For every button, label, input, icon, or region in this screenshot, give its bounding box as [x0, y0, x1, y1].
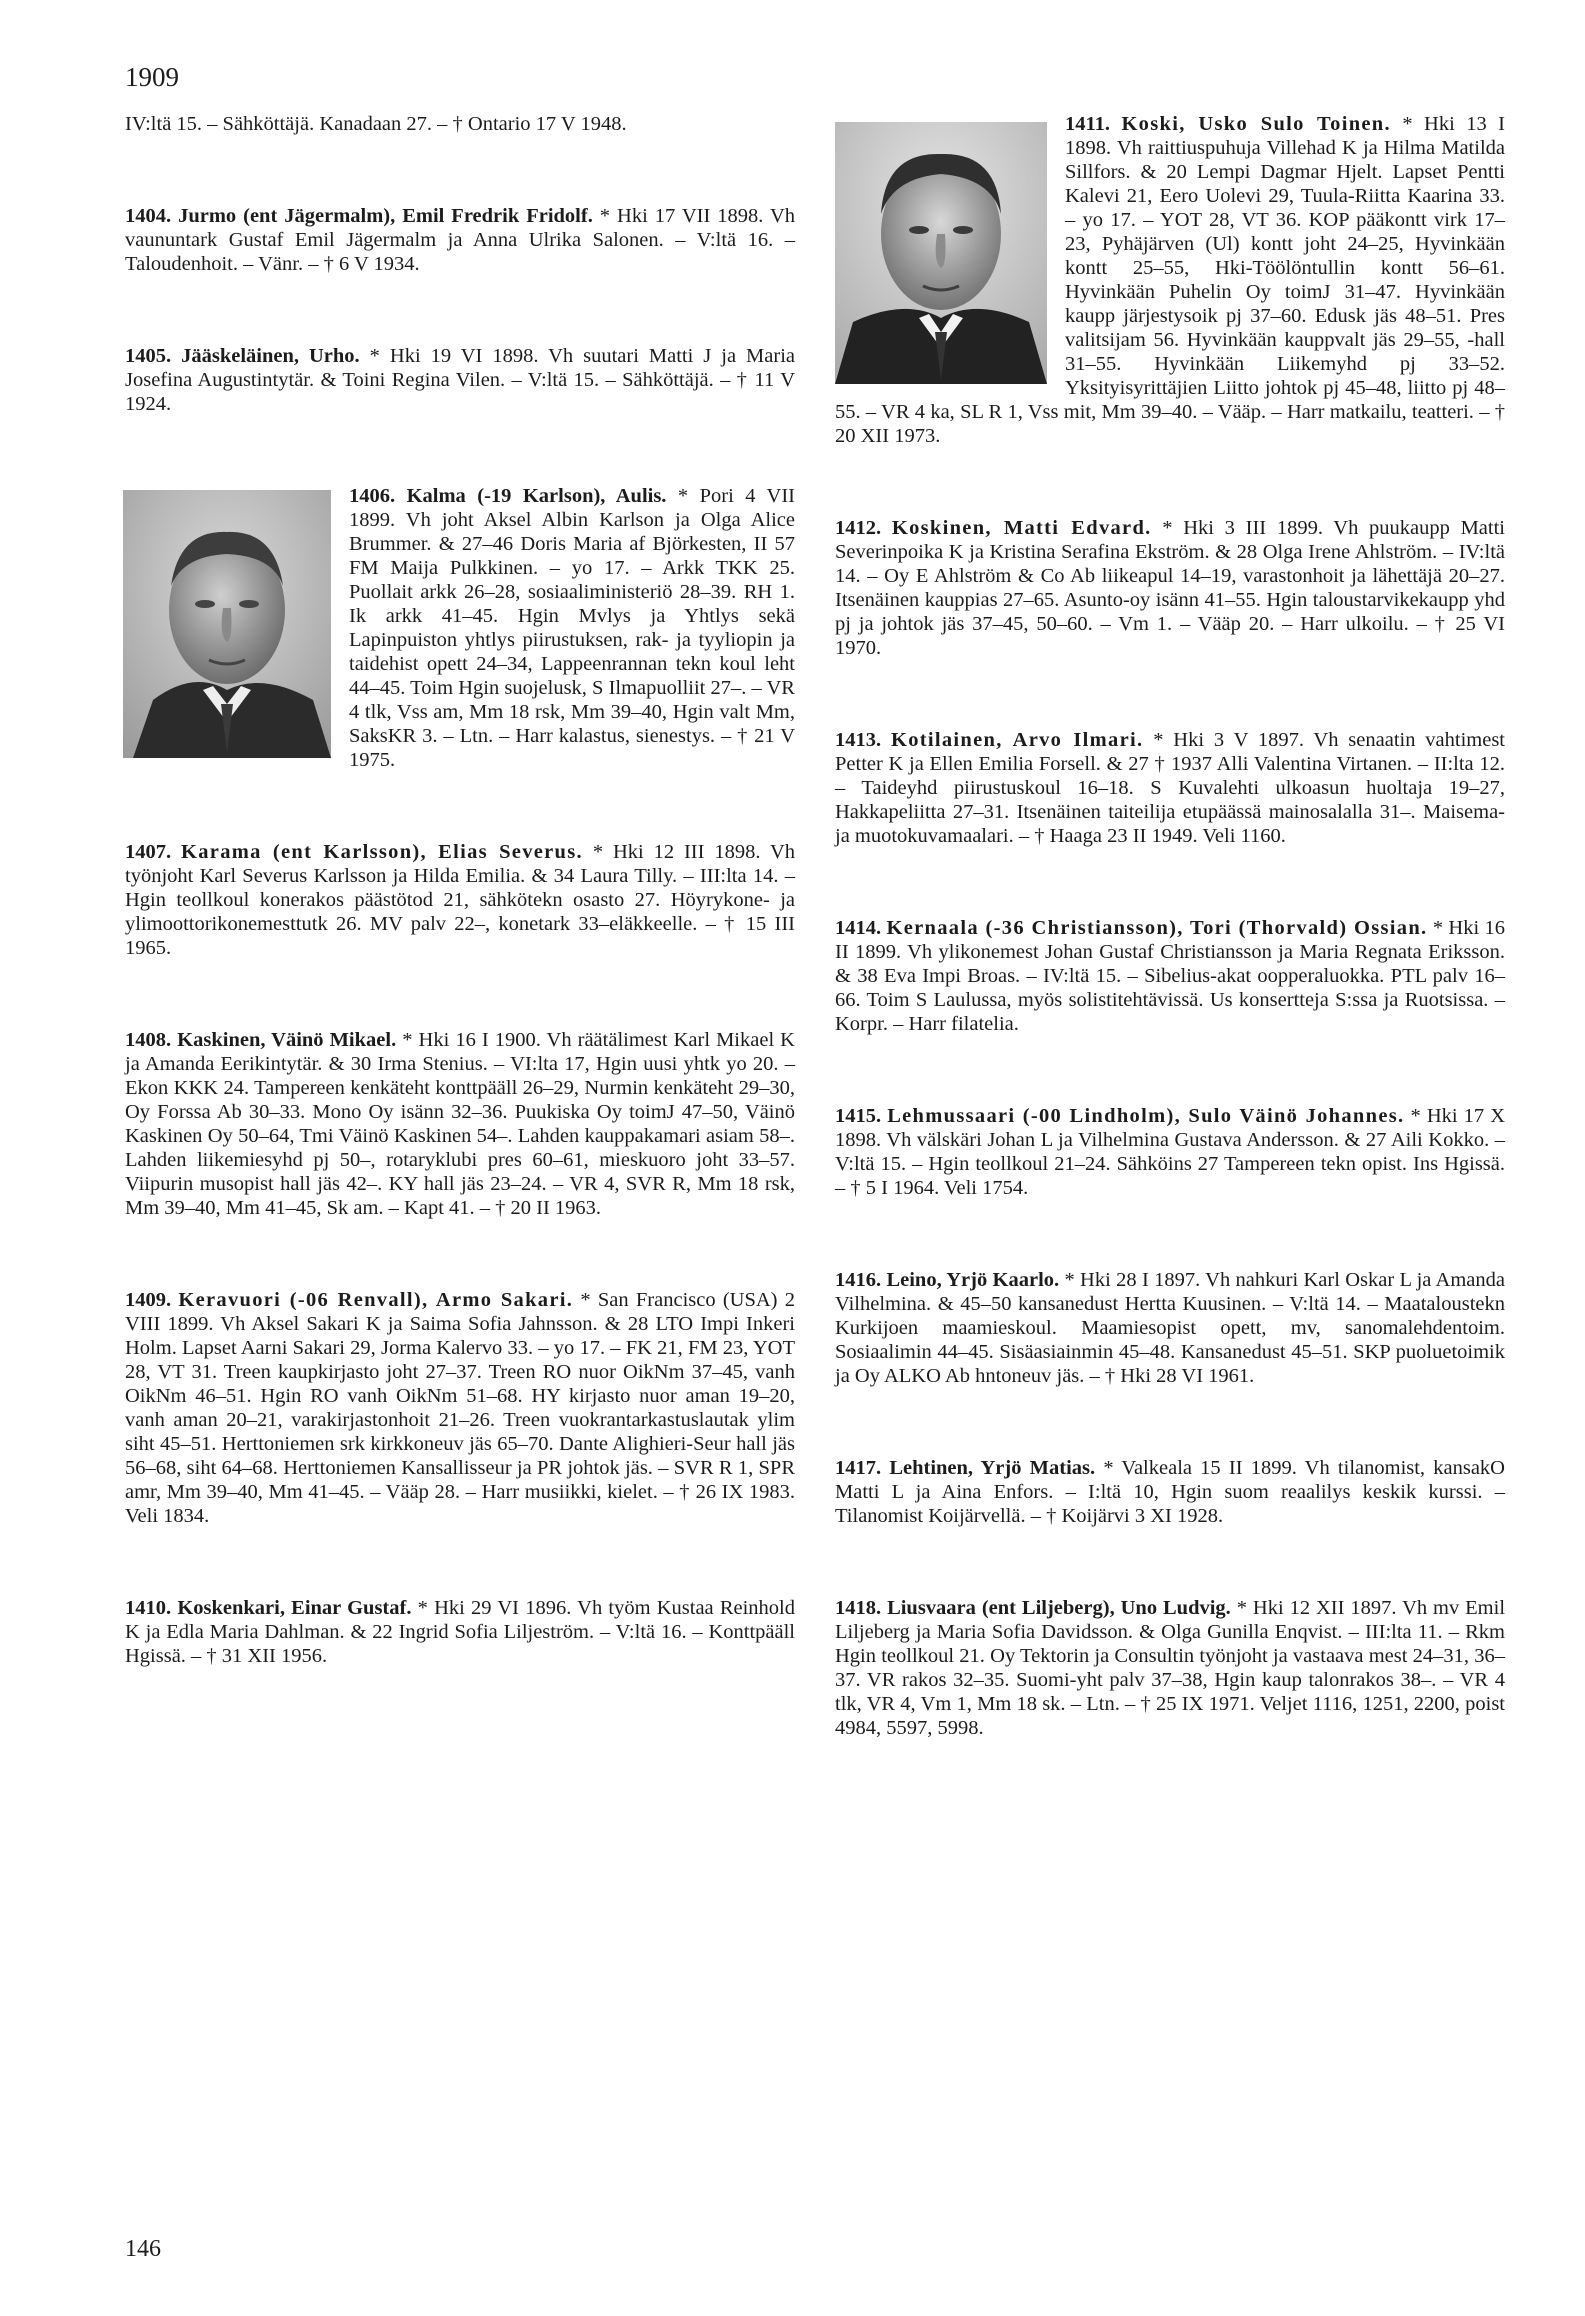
entry-name: Kaskinen, Väinö Mikael.	[177, 1029, 397, 1051]
portrait-image	[835, 122, 1047, 384]
entry-text: * Hki 19 VI 1898. Vh suutari Matti J ja Maria Josefina Augustintytär. & Toini Regina Vilen. – V:ltä 15. – Sähköttäjä. – † 11 V 1924.	[125, 345, 795, 415]
entry-1412	[835, 516, 1505, 660]
entry-1418	[835, 1596, 1505, 1740]
entry-1405	[125, 344, 795, 416]
entry-number: 1407.	[125, 841, 172, 863]
entry-text: * Hki 28 I 1897. Vh nahkuri Karl Oskar L ja Amanda Vilhelmina. & 45–50 kansanedust Hertta Kuusinen. – V:ltä 14. – Maataloustekn Kurkijoen maamieskoul. Maamiesopist opett, mv, sanomalehdentoim. Sosiaalimin 44–45. Sisäasiainmin 45–48. Kansanedust 45–51. SKP puoluetoimik ja Oy ALKO Ab hntoneuv jäs. – † Hki 28 VI 1961.	[835, 1269, 1506, 1387]
entry-name: Keravuori (-06 Renvall), Armo Sakari.	[178, 1289, 574, 1311]
entry-number: 1417.	[835, 1457, 882, 1479]
entry-name: Kotilainen, Arvo Ilmari.	[890, 729, 1144, 751]
entry-text: IV:ltä 15. – Sähköttäjä. Kanadaan 27. – † Ontario 17 V 1948.	[125, 113, 627, 135]
entry-name: Lehtinen, Yrjö Matias.	[889, 1457, 1096, 1479]
left-column	[125, 112, 795, 1736]
entry-1410	[125, 1596, 795, 1668]
entry-text: * Hki 29 VI 1896. Vh työm Kustaa Reinhold K ja Edla Maria Dahlman. & 22 Ingrid Sofia Liljeström. – V:ltä 16. – Konttpääll Hgissä. – † 31 XII 1956.	[125, 1597, 796, 1667]
entry-text: * Hki 16 I 1900. Vh räätälimest Karl Mikael K ja Amanda Eerikintytär. & 30 Irma Stenius. – VI:lta 17, Hgin uusi yhtk yo 20. – Ekon KKK 24. Tampereen kenkäteht konttpääll 26–29, Nurmin kenkäteht 29–30, Oy Forssa Ab 30–33. Mono Oy isänn 32–36. Puukiska Oy toimJ 47–50, Väinö Kaskinen Oy 50–64, Tmi Väinö Kaskinen 54–. Lahden kauppakamari asiam 58–. Lahden liikemiesyhd pj 50–, rotaryklubi pres 60–61, mieskuoro joht 33–57. Viipurin musopist hall jäs 42–. KY hall jäs 23–24. – VR 4, SVR R, Mm 18 rsk, Mm 39–40, Mm 41–45, Sk am. – Kapt 41. – † 20 II 1963.	[125, 1029, 795, 1219]
entry-continued	[125, 112, 795, 136]
entry-number: 1405.	[125, 345, 172, 367]
entry-number: 1414.	[835, 917, 882, 939]
portrait-photo-kalma	[123, 490, 331, 758]
entry-name: Kernaala (-36 Christiansson), Tori (Thorvald) Ossian.	[886, 917, 1428, 939]
page-year: 1909	[125, 62, 179, 92]
entry-number: 1410.	[125, 1597, 172, 1619]
entry-1416	[835, 1268, 1505, 1388]
entry-text: * Valkeala 15 II 1899. Vh tilanomist, kansakO Matti L ja Aina Enfors. – I:ltä 10, Hgin suom reaalilys keskik kurssi. – Tilanomist Koijärvellä. – † Koijärvi 3 XI 1928.	[835, 1457, 1505, 1527]
entry-name: Kalma (-19 Karlson), Aulis.	[406, 485, 667, 507]
entry-number: 1418.	[835, 1597, 882, 1619]
entry-text: * San Francisco (USA) 2 VIII 1899. Vh Aksel Sakari K ja Saima Sofia Jahnsson. & 28 LTO Impi Inkeri Holm. Lapset Aarni Sakari 29, Jorma Kalervo 33. – yo 17. – FK 21, FM 23, YOT 28, VT 31. Treen kaupkirjasto joht 27–37. Treen RO nuor OikNm 37–45, vanh OikNm 46–51. Hgin RO vanh OikNm 51–68. HY kirjasto nuor aman 19–20, vanh aman 20–21, varakirjastonhoit 21–26. Treen vuokrantarkastuslautak ylim siht 45–51. Herttoniemen srk kirkkoneuv jäs 65–70. Dante Alighieri-Seur hall jäs 56–68, siht 64–68. Herttoniemen Kansallisseur ja PR johtok jäs. – SVR R 1, SPR amr, Mm 39–40, Mm 41–45. – Vääp 28. – Harr musiikki, kielet. – † 26 IX 1983. Veli 1834.	[125, 1289, 796, 1527]
entry-text: * Hki 17 VII 1898. Vh vaununtark Gustaf Emil Jägermalm ja Anna Ulrika Salonen. – V:ltä 16. – Taloudenhoit. – Vänr. – † 6 V 1934.	[125, 205, 796, 275]
entry-1417	[835, 1456, 1505, 1528]
entry-number: 1413.	[835, 729, 882, 751]
entry-number: 1404.	[125, 205, 172, 227]
entry-1414	[835, 916, 1505, 1036]
entry-text: * Hki 12 XII 1897. Vh mv Emil Liljeberg ja Maria Sofia Davidsson. & Olga Gunilla Enqvist. – III:lta 11. – Rkm Hgin teollkoul 21. Oy Tektorin ja Consultin työnjoht ja vastaava mest 24–31, 36–37. VR rakos 32–35. Suomi-yht palv 37–38, Hgin kaup talonrakos 38–. – VR 4 tlk, VR 4, Vm 1, Mm 18 sk. – Ltn. – † 25 IX 1971. Veljet 1116, 1251, 2200, poist 4984, 5597, 5998.	[835, 1597, 1506, 1739]
entry-1415	[835, 1104, 1505, 1200]
entry-text: * Hki 12 III 1898. Vh työnjoht Karl Severus Karlsson ja Hilda Emilia. & 34 Laura Tilly. – III:lta 14. – Hgin teollkoul konerakos päästötod 21, sähkötekn osasto 27. Höyrykone- ja ylimoottorikonemesttutk 26. MV palv 22–, konetark 33–eläkkeelle. – † 15 III 1965.	[125, 841, 796, 959]
entry-number: 1406.	[349, 485, 396, 507]
entry-number: 1411.	[1065, 113, 1110, 135]
entry-number: 1408.	[125, 1029, 172, 1051]
entry-name: Koskenkari, Einar Gustaf.	[177, 1597, 412, 1619]
entry-number: 1416.	[835, 1269, 882, 1291]
entry-1413	[835, 728, 1505, 848]
entry-name: Leino, Yrjö Kaarlo.	[886, 1269, 1060, 1291]
entry-name: Koskinen, Matti Edvard.	[891, 517, 1152, 539]
entry-1408	[125, 1028, 795, 1220]
entry-text: * Hki 16 II 1899. Vh ylikonemest Johan Gustaf Christiansson ja Maria Regnata Eriksson. & 38 Eva Impi Broas. – IV:ltä 15. – Sibelius-akat oopperaluokka. PTL palv 16–66. Toim S Laulussa, myös solistitehtävissä. Us konsertteja S:ssa ja Ruotsissa. – Korpr. – Harr filatelia.	[835, 917, 1506, 1035]
entry-1409	[125, 1288, 795, 1528]
entry-text: * Hki 3 V 1897. Vh senaatin vahtimest Petter K ja Ellen Emilia Forsell. & 27 † 1937 Alli Valentina Virtanen. – II:lta 12. – Taideyhd piirustuskoul 16–18. S Kuvalehti ulkoasun huoltaja 19–27, Hakkapeliitta 27–31. Itsenäinen taiteilija etupäässä mainosalalla 31–. Maisema- ja muotokuvamaalari. – † Haaga 23 II 1949. Veli 1160.	[835, 729, 1506, 847]
entry-text: * Hki 13 I 1898. Vh raittiuspuhuja Villehad K ja Hilma Matilda Sillfors. & 20 Lempi Dagmar Hjelt. Lapset Pentti Kalevi 21, Eero Uolevi 29, Tuula-Riitta Kaarina 33. – yo 17. – YOT 28, VT 36. KOP pääkontt virk 17–23, Pyhäjärven (Ul) kontt joht 24–25, Hyvinkään kontt 25–55, Hki-Töölöntullin kontt 56–61. Hyvinkään Puhelin Oy toimJ 31–47. Hyvinkään kaupp järjestysoik pj 37–60. Edusk jäs 48–51. Pres valitsijam 56. Hyvinkään kauppvalt jäs 29–55, -hall 31–55. Hyvinkään Liikemyhd pj 33–52. Yksityisyrittäjien Liitto johtok pj 45–48, liitto pj 48–55. – VR 4 ka, SL R 1, Vss mit, Mm 39–40. – Vääp. – Harr matkailu, teatteri. – † 20 XII 1973.	[835, 113, 1505, 447]
entry-1404	[125, 204, 795, 276]
page-number: 146	[125, 2236, 161, 2262]
portrait-image	[123, 490, 331, 758]
portrait-photo-koski	[835, 122, 1047, 384]
entry-name: Jurmo (ent Jägermalm), Emil Fredrik Fridolf.	[178, 205, 593, 227]
entry-1407	[125, 840, 795, 960]
entry-name: Koski, Usko Sulo Toinen.	[1121, 113, 1391, 135]
entry-text: * Pori 4 VII 1899. Vh joht Aksel Albin Karlson ja Olga Alice Brummer. & 27–46 Doris Maria af Björkesten, II 57 FM Maija Pulkkinen. – yo 17. – Arkk TKK 25. Puollait arkk 26–28, sosiaaliministeriö 28–39. RH 1. Ik arkk 41–45. Hgin Mvlys ja Yhtlys sekä Lapinpuiston yhtlys piirustuksen, rak- ja tyyliopin ja taidehist opett 24–34, Lappeenrannan tekn koul leht 44–45. Toim Hgin suojelusk, S Ilmapuolliit 27–. – VR 4 tlk, Vss am, Mm 18 rsk, Mm 39–40, Hgin valt Mm, SaksKR 3. – Ltn. – Harr kalastus, sienestys. – † 21 V 1975.	[349, 485, 795, 771]
right-column	[835, 112, 1505, 1808]
entry-1406	[125, 484, 795, 772]
entry-number: 1409.	[125, 1289, 172, 1311]
entry-name: Liusvaara (ent Liljeberg), Uno Ludvig.	[887, 1597, 1231, 1619]
entry-name: Karama (ent Karlsson), Elias Severus.	[181, 841, 583, 863]
entry-text: * Hki 3 III 1899. Vh puukaupp Matti Severinpoika K ja Kristina Serafina Ekström. & 28 Olga Irene Ahlström. – IV:ltä 14. – Oy E Ahlström & Co Ab liikeapul 14–19, varastonhoit ja lähettäjä 20–27. Itsenäinen kauppias 27–65. Asunto-oy isänn 41–55. Hgin taloustarvikekaupp yhd pj ja johtok jäs 37–45, 50–60. – Vm 1. – Vääp 20. – Harr ulkoilu. – † 25 VI 1970.	[835, 517, 1505, 659]
entry-name: Jääskeläinen, Urho.	[181, 345, 360, 367]
entry-name: Lehmussaari (-00 Lindholm), Sulo Väinö Johannes.	[887, 1105, 1405, 1127]
entry-1411	[835, 112, 1505, 448]
entry-number: 1415.	[835, 1105, 882, 1127]
entry-text: * Hki 17 X 1898. Vh välskäri Johan L ja Vilhelmina Gustava Andersson. & 27 Aili Kokko. – V:ltä 15. – Hgin teollkoul 21–24. Sähköins 27 Tampereen tekn opist. Ins Hgissä. – † 5 I 1964. Veli 1754.	[835, 1105, 1505, 1199]
entry-number: 1412.	[835, 517, 882, 539]
